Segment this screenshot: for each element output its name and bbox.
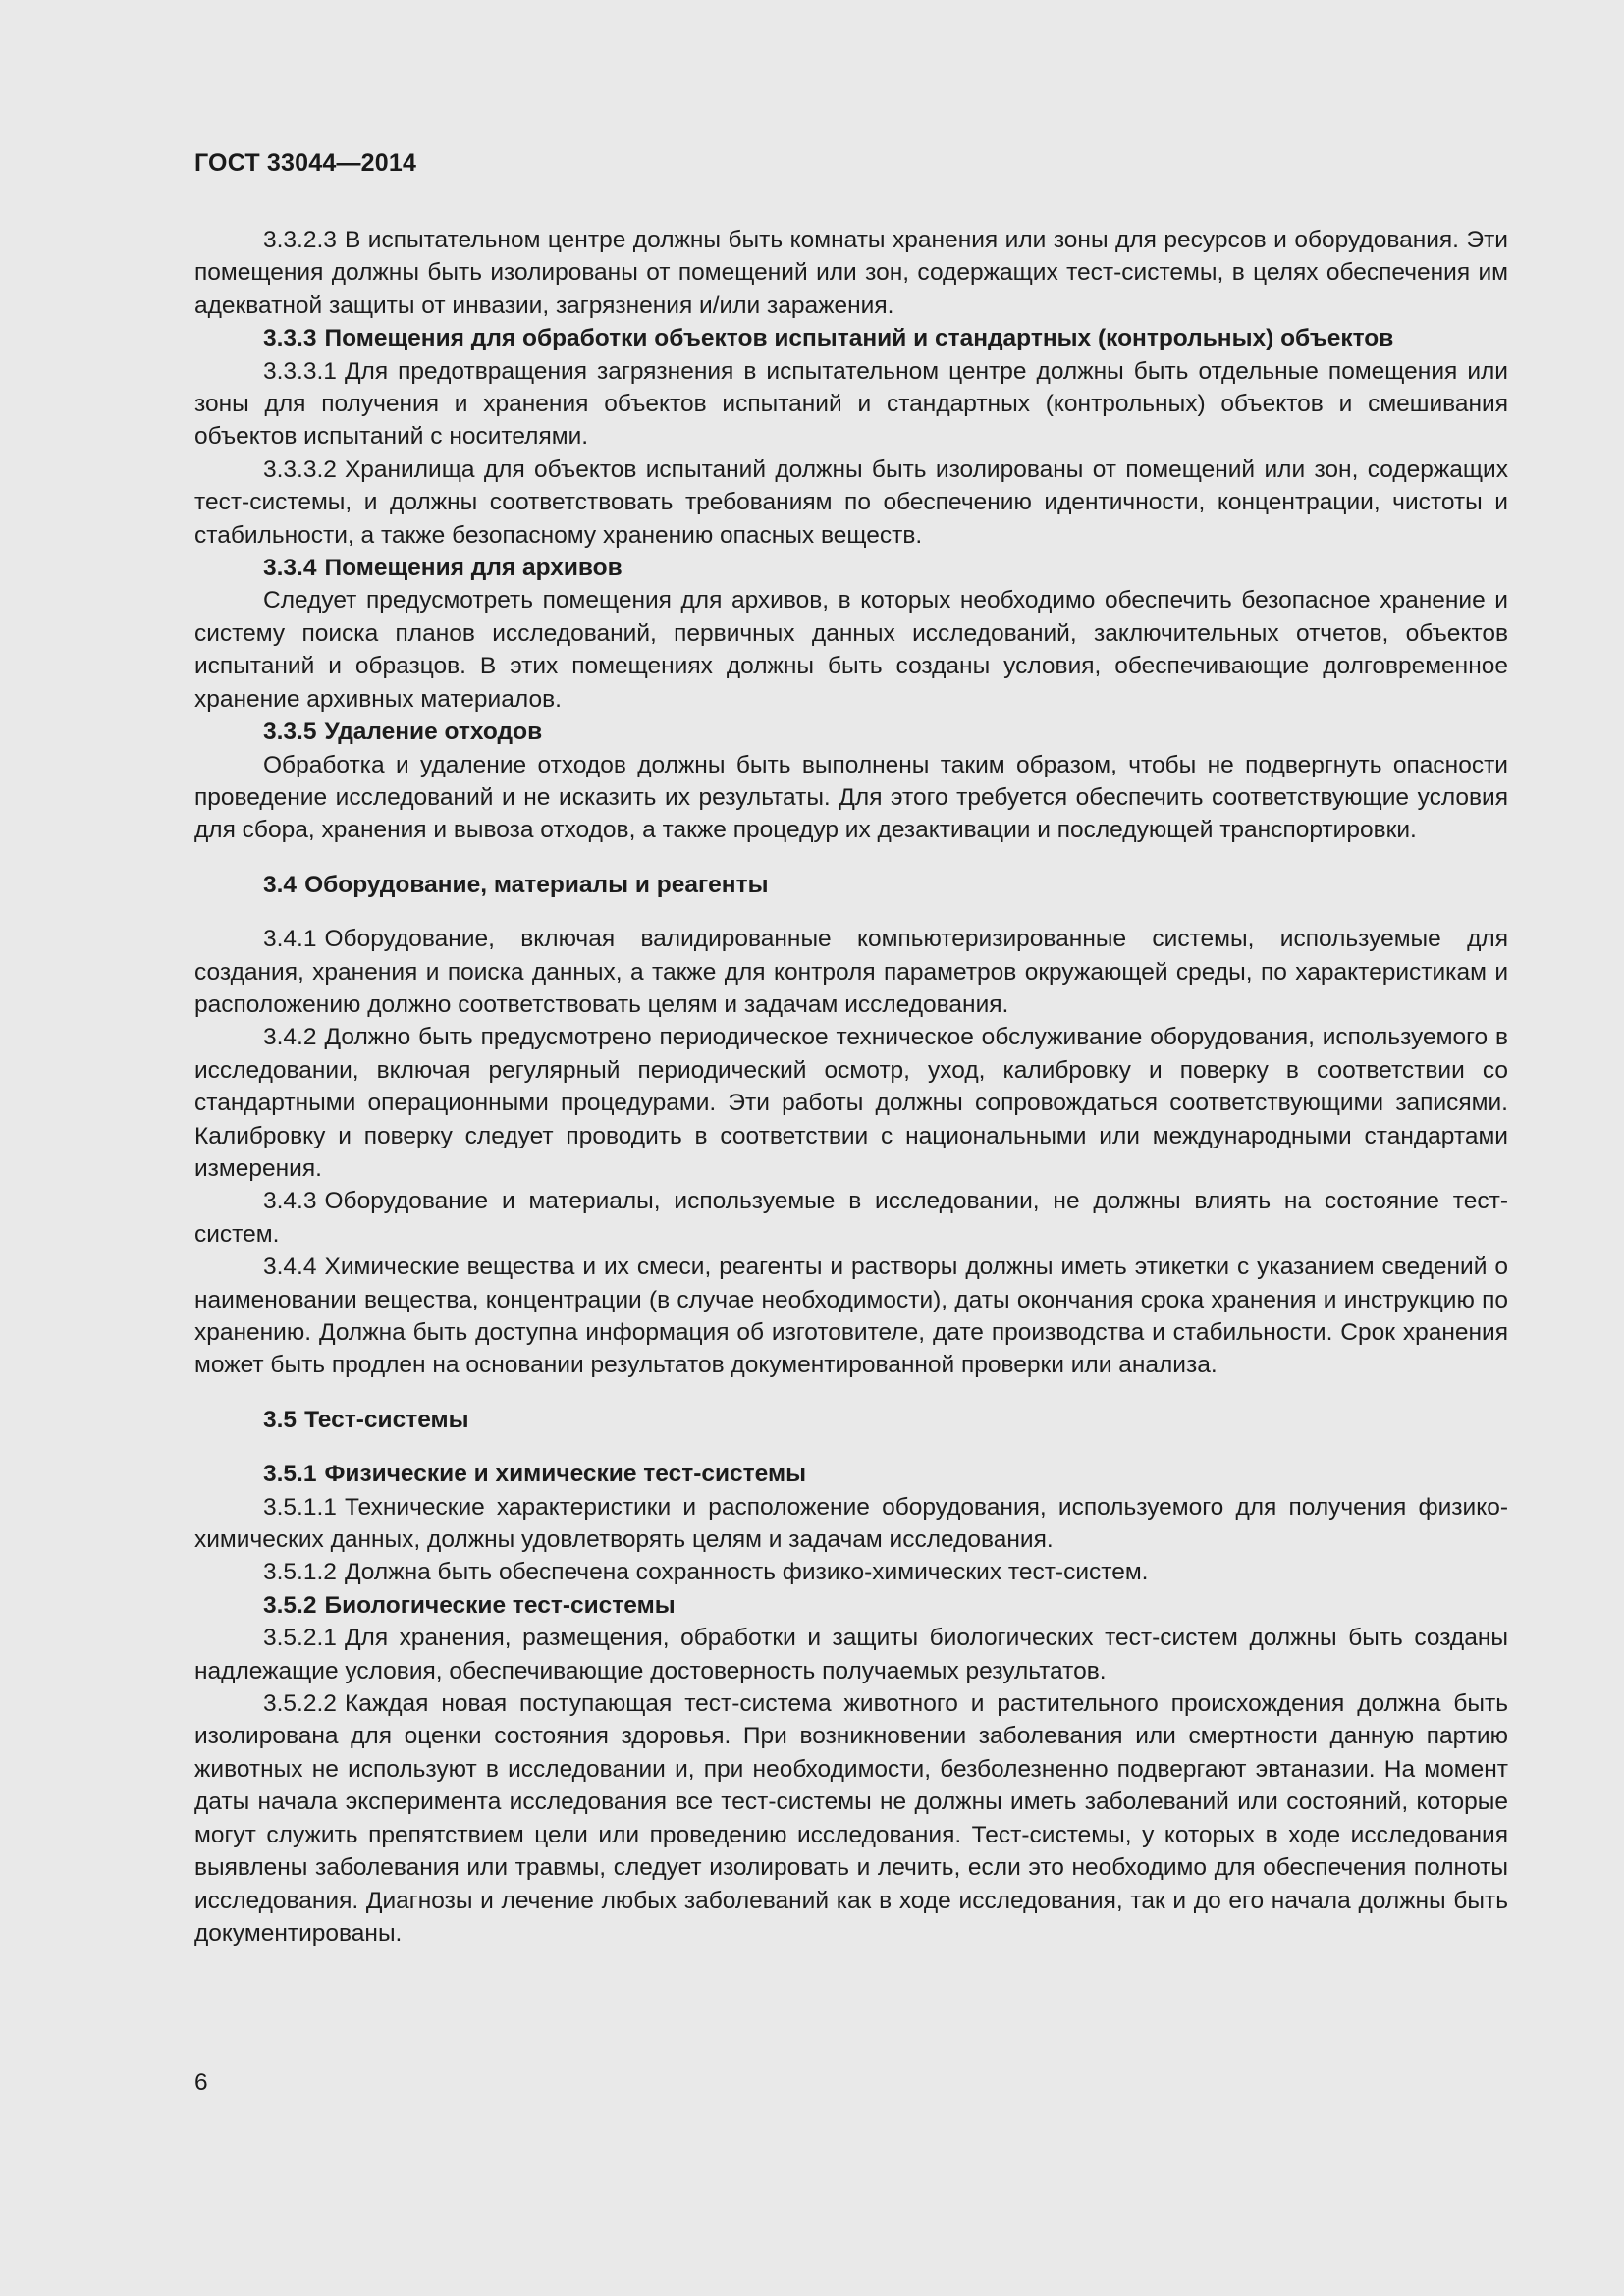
paragraph-number: 3.3.3.1 bbox=[263, 357, 337, 385]
paragraph-text: Технические характеристики и расположение оборудования, используемого для получения физико-химических данных, должны удовлетворять целям и задачам исследования. bbox=[194, 1493, 1508, 1554]
paragraph-3-4-2 bbox=[194, 1021, 1508, 1185]
paragraph-number: 3.3.2.3 bbox=[263, 227, 337, 253]
page-number: 6 bbox=[194, 2069, 208, 2096]
paragraph-text: Должна быть обеспечена сохранность физико-химических тест-систем. bbox=[344, 1559, 1149, 1586]
heading-number: 3.5.1 bbox=[263, 1461, 317, 1488]
paragraph-text: Каждая новая поступающая тест-система животного и растительного происхождения должна быть изолирована для оценки состояния здоровья. При возникновении заболевания или смертности данную партию животных не используют в исследовании и, при необходимости, безболезненно подвергают эвтаназии. На момент даты начала эксперимента исследования все тест-системы не должны иметь заболеваний или состояний, которые могут служить препятствием цели или проведению исследования. Тест-системы, у которых в ходе исследования выявлены заболевания или травмы, следует изолировать и лечить, если это необходимо для обеспечения полноты исследования. Диагнозы и лечение любых заболеваний как в ходе исследования, так и до его начала должны быть документированы. bbox=[194, 1690, 1508, 1947]
paragraph-number: 3.3.3.2 bbox=[263, 455, 337, 483]
heading-text: Тест-системы bbox=[304, 1406, 469, 1433]
paragraph-3-5-1-2 bbox=[194, 1556, 1508, 1588]
heading-3-5-2 bbox=[194, 1589, 1508, 1622]
paragraph-text: Оборудование, включая валидированные компьютеризированные системы, используемые для создания, хранения и поиска данных, а также для контроля параметров окружающей среды, по характеристикам и расположению должно соответствовать целям и задачам исследования. bbox=[194, 926, 1508, 1018]
paragraph-number: 3.5.2.1 bbox=[263, 1625, 337, 1652]
paragraph-number: 3.5.1.2 bbox=[263, 1559, 337, 1586]
heading-3-3-4 bbox=[194, 552, 1508, 584]
paragraph-number: 3.5.2.2 bbox=[263, 1690, 337, 1718]
paragraph-text: Следует предусмотреть помещения для архивов, в которых необходимо обеспечить безопасное хранение и систему поиска планов исследований, первичных данных исследований, заключительных отчетов, объектов испытаний и образцов. В этих помещениях должны быть созданы условия, обеспечивающие долговременное хранение архивных материалов. bbox=[194, 587, 1508, 713]
paragraph-text: Для хранения, размещения, обработки и защиты биологических тест-систем должны быть созданы надлежащие условия, обеспечивающие достоверность получаемых результатов. bbox=[194, 1625, 1508, 1684]
heading-text: Биологические тест-системы bbox=[324, 1591, 676, 1619]
heading-text: Физические и химические тест-системы bbox=[324, 1461, 807, 1488]
paragraph-3-4-4 bbox=[194, 1251, 1508, 1382]
document-header: ГОСТ 33044—2014 bbox=[194, 149, 417, 177]
paragraph-text: Должно быть предусмотрено периодическое техническое обслуживание оборудования, используемого в исследовании, включая регулярный периодический осмотр, уход, калибровку и поверку в соответствии со стандартными операционными процедурами. Эти работы должны сопровождаться соответствующими записями. Калибровку и поверку следует проводить в соответствии с национальными или международными стандартами измерения. bbox=[194, 1024, 1508, 1182]
paragraph-number: 3.4.4 bbox=[263, 1254, 317, 1281]
paragraph-3-5-1-1 bbox=[194, 1491, 1508, 1557]
paragraph-3-4-1 bbox=[194, 923, 1508, 1021]
paragraph-archives bbox=[194, 584, 1508, 716]
paragraph-3-4-3 bbox=[194, 1185, 1508, 1251]
section-heading-3-5 bbox=[194, 1404, 1508, 1436]
paragraph-3-3-2-3 bbox=[194, 224, 1508, 322]
paragraph-waste bbox=[194, 749, 1508, 847]
section-heading-3-4 bbox=[194, 869, 1508, 901]
heading-text: Помещения для архивов bbox=[324, 555, 623, 582]
heading-3-3-5 bbox=[194, 716, 1508, 748]
heading-number: 3.5.2 bbox=[263, 1591, 317, 1619]
heading-text: Помещения для обработки объектов испытаний и стандартных (контрольных) объектов bbox=[324, 325, 1394, 352]
paragraph-3-5-2-1 bbox=[194, 1622, 1508, 1687]
heading-number: 3.4 bbox=[263, 871, 298, 898]
heading-3-3-3 bbox=[194, 322, 1508, 354]
paragraph-3-3-3-1 bbox=[194, 355, 1508, 454]
paragraph-text: Хранилища для объектов испытаний должны быть изолированы от помещений или зон, содержащих тест-системы, и должны соответствовать требованиям по обеспечению идентичности, концентрации, чистоты и стабильности, а также безопасному хранению опасных веществ. bbox=[194, 455, 1508, 549]
paragraph-3-3-3-2 bbox=[194, 454, 1508, 552]
paragraph-number: 3.4.2 bbox=[263, 1024, 317, 1051]
paragraph-3-5-2-2 bbox=[194, 1687, 1508, 1949]
heading-text: Оборудование, материалы и реагенты bbox=[304, 871, 769, 898]
paragraph-number: 3.4.1 bbox=[263, 926, 317, 953]
paragraph-number: 3.4.3 bbox=[263, 1188, 317, 1215]
paragraph-text: Оборудование и материалы, используемые в исследовании, не должны влиять на состояние тест-систем. bbox=[194, 1188, 1508, 1248]
heading-number: 3.3.5 bbox=[263, 719, 317, 746]
heading-number: 3.3.3 bbox=[263, 325, 317, 352]
document-body bbox=[194, 224, 1508, 1949]
paragraph-number: 3.5.1.1 bbox=[263, 1493, 337, 1521]
heading-number: 3.5 bbox=[263, 1406, 298, 1433]
heading-3-5-1 bbox=[194, 1458, 1508, 1490]
heading-number: 3.3.4 bbox=[263, 555, 317, 582]
paragraph-text: Химические вещества и их смеси, реагенты и растворы должны иметь этикетки с указанием сведений о наименовании вещества, концентрации (в случае необходимости), даты окончания срока хранения и инструкцию по хранению. Должна быть доступна информация об изготовителе, дате производства и стабильности. Срок хранения может быть продлен на основании результатов документированной проверки или анализа. bbox=[194, 1254, 1508, 1379]
paragraph-text: В испытательном центре должны быть комнаты хранения или зоны для ресурсов и оборудования. Эти помещения должны быть изолированы от помещений или зон, содержащих тест-системы, в целях обеспечения им адекватной защиты от инвазии, загрязнения и/или заражения. bbox=[194, 227, 1508, 319]
paragraph-text: Обработка и удаление отходов должны быть выполнены таким образом, чтобы не подвергнуть опасности проведение исследований и не исказить их результаты. Для этого требуется обеспечить соответствующие условия для сбора, хранения и вывоза отходов, а также процедур их дезактивации и последующей транспортировки. bbox=[194, 751, 1508, 844]
heading-text: Удаление отходов bbox=[324, 719, 543, 746]
paragraph-text: Для предотвращения загрязнения в испытательном центре должны быть отдельные помещения или зоны для получения и хранения объектов испытаний и стандартных (контрольных) объектов и смешивания объектов испытаний с носителями. bbox=[194, 357, 1508, 451]
